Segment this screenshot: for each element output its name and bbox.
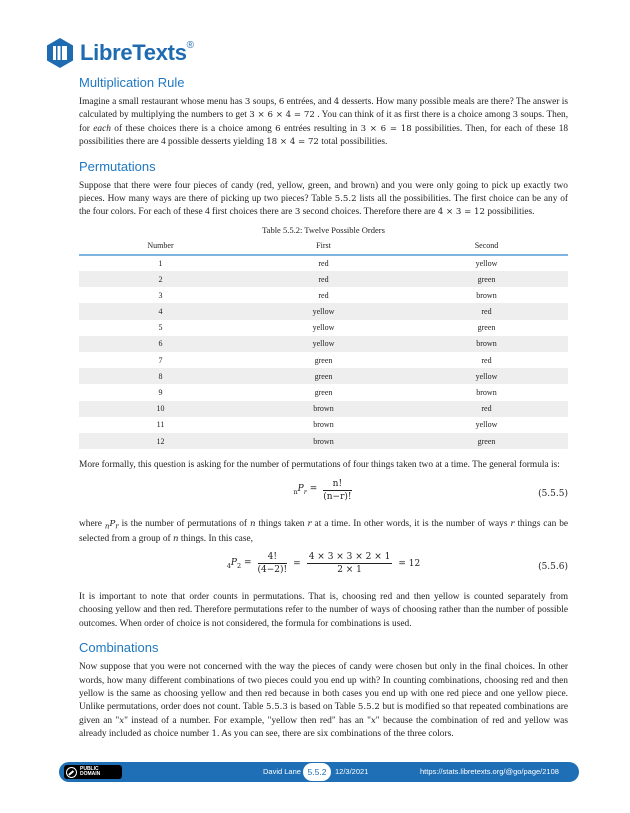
cell-number: 3 — [158, 290, 163, 300]
permutations-paragraph: Suppose that there were four pieces of candy (red, yellow, green, and brown) and you were only going to pick up exactly two pieces. How many ways are there of picking up two pieces? Table 5.5.2 lists all the possibilities. The first choice can be any of the four colors. For each of these 4 first choices there are 3 second choices. Therefore there are 4 × 3 = 12 possibilities. — [79, 180, 569, 218]
public-domain-badge[interactable]: PUBLIC DOMAIN — [64, 765, 122, 779]
table-row — [79, 303, 568, 319]
footer-date: 12/3/2021 — [335, 767, 369, 776]
public-domain-icon — [66, 767, 77, 778]
cell-second: green — [405, 271, 568, 287]
eq1-fraction: $\frac{n!}{(n-r)!}$ — [323, 478, 352, 502]
heading-multiplication-rule: Multiplication Rule — [79, 75, 185, 90]
cell-second: green — [477, 323, 496, 333]
cell-number: 11 — [156, 420, 165, 430]
equation-5-5-5 — [79, 479, 568, 513]
cell-first: yellow — [242, 336, 405, 352]
table-row — [79, 384, 568, 400]
table-caption: Table 5.5.2: Twelve Possible Orders — [262, 224, 385, 235]
cell-second: brown — [405, 336, 568, 352]
cell-number: 8 — [79, 368, 242, 384]
cell-second: brown — [476, 387, 497, 397]
table-row — [79, 368, 568, 384]
cell-first: red — [242, 271, 405, 287]
eq2-fraction-2: $\frac{4 \times 3 \times 3 \times 2 \times 1}{2 \times 1}$ — [308, 552, 391, 576]
cell-first: brown — [242, 401, 405, 417]
possible-orders-table — [79, 238, 568, 449]
heading-permutations: Permutations — [79, 158, 156, 174]
cell-second: green — [405, 433, 568, 449]
eq2-fraction-1: $\frac{4!}{(4-2)!}$ — [257, 552, 288, 576]
cell-number: 1 — [158, 258, 163, 268]
cell-number: 7 — [158, 355, 163, 365]
table-row — [79, 433, 568, 449]
cell-first: green — [314, 355, 333, 365]
table-row — [79, 320, 568, 336]
cell-number: 5 — [158, 323, 163, 333]
cell-second: red — [405, 401, 568, 417]
heading-combinations: Combinations — [79, 640, 159, 656]
cell-number: 9 — [158, 387, 163, 397]
cell-first: yellow — [312, 323, 335, 333]
eq1-lhs: $_nP_r$ = — [293, 484, 318, 496]
cell-first: green — [242, 368, 405, 384]
important-paragraph: It is important to note that order counts in permutations. That is, choosing red and then yellow is counted separately from choosing yellow and then red. Therefore permutations refer to the number of ways of choosing rather than the number of possible outcomes. When order of choice is not considered, the formula for combinations is used. — [79, 592, 568, 629]
libretexts-hexagon-icon — [44, 37, 76, 69]
combinations-paragraph: Now suppose that you were not concerned with the way the pieces of candy were chosen but only in the final choices. In other words, how many different combinations of two pieces could you end up with? In counting combinations, choosing red and then yellow is the same as choosing yellow and then red because in both cases you end up with one red piece and one yellow piece. Unlike permutations, order does not count. Table 5.5.3 is based on Table 5.5.2 but is modified so that repeated combinations are given an "x" instead of a number. For example, "yellow then red" has an "x" because the combination of red and yellow was already included as choice number 1. As you can see, there are six combinations of the three colors. — [79, 662, 569, 740]
header-second: Second — [405, 238, 568, 255]
table-row — [79, 401, 568, 417]
table-row — [79, 271, 568, 287]
equation-5-5-6: $_4P_2$ = $\frac{4!}{(4-2)!}$ = $\frac{4 \times 3 \times 3 \times 2 \times 1}{2 \times 1}$ = 12 (5.5.6) — [226, 552, 568, 576]
page-content — [79, 72, 568, 747]
cell-number: 12 — [79, 433, 242, 449]
cell-number: 2 — [79, 271, 242, 287]
cell-second: brown — [476, 290, 497, 300]
header-number: Number — [79, 238, 242, 255]
footer-page-number: 5.5.2 — [303, 763, 331, 781]
cell-second: red — [481, 355, 492, 365]
cell-number: 6 — [79, 336, 242, 352]
cell-first: green — [314, 387, 333, 397]
cell-second: yellow — [475, 420, 498, 430]
footer-url-link[interactable]: https://stats.libretexts.org/@go/page/2108 — [420, 767, 559, 776]
cell-second: yellow — [475, 258, 498, 268]
table-row — [79, 417, 568, 433]
eq2-lhs: $_4P_2$ = — [226, 557, 252, 570]
multiplication-paragraph: Imagine a small restaurant whose menu has 3 soups, 6 entrées, and 4 desserts. How many possible meals are there? The answer is calculated by multiplying the numbers to get 3 × 6 × 4 = 72 . You can think of it as first there is a choice among 3 soups. Then, for each of these choices there is a choice among 6 entrées resulting in 3 × 6 = 18 possibilities. Then, for each of these 18 possibilities there are 4 possible desserts yielding 18 × 4 = 72 total possibilities. — [79, 97, 569, 148]
cell-first: brown — [313, 420, 334, 430]
libretexts-logo[interactable] — [44, 36, 194, 70]
cell-first: yellow — [242, 303, 405, 319]
cell-first: red — [318, 258, 329, 268]
brand-name: LibreTexts® — [80, 40, 194, 65]
cell-first: brown — [242, 433, 405, 449]
table-row — [79, 255, 568, 271]
cell-second: yellow — [405, 368, 568, 384]
equation-number: (5.5.6) — [538, 562, 568, 573]
page-footer — [59, 762, 579, 782]
formal-paragraph: More formally, this question is asking for the number of permutations of four things taken two at a time. The general formula is: — [79, 460, 560, 471]
where-paragraph: where $_nP_r$ is the number of permutations of n things taken r at a time. In other words, it is the number of ways r things can be selected from a group of n things. In this case, — [79, 518, 569, 544]
cell-first: red — [318, 290, 329, 300]
cell-second: red — [405, 303, 568, 319]
table-row — [79, 287, 568, 303]
footer-author: David Lane — [263, 767, 301, 776]
table-row — [79, 336, 568, 352]
cell-number: 4 — [79, 303, 242, 319]
table-header-row — [79, 238, 568, 255]
eq2-result: = 12 — [398, 558, 421, 569]
table-row — [79, 352, 568, 368]
header-first: First — [242, 238, 405, 255]
equation-number: (5.5.5) — [538, 488, 568, 499]
cell-number: 10 — [79, 401, 242, 417]
